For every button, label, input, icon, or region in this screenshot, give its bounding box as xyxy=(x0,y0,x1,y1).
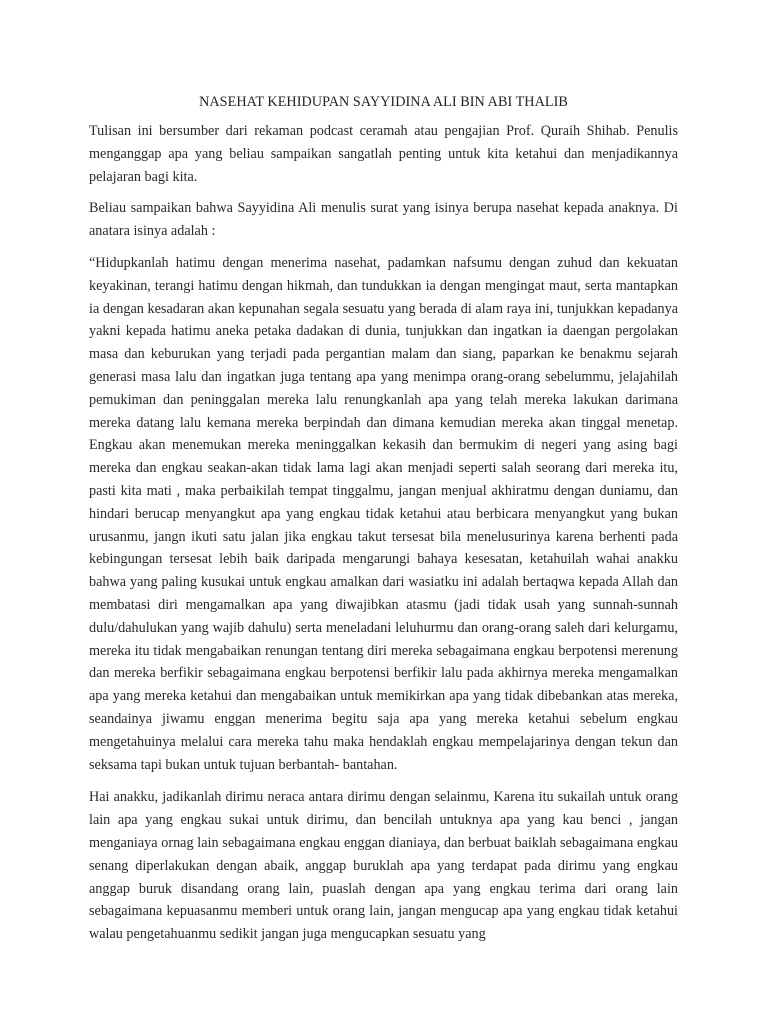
paragraph-intro: Tulisan ini bersumber dari rekaman podcast ceramah atau pengajian Prof. Quraih Shihab. Penulis menganggap apa yang beliau sampaikan sangatlah penting untuk kita ketahui dan menjadikannya pelajaran bagi kita. xyxy=(89,123,678,185)
paragraph-advice: Hai anakku, jadikanlah dirimu neraca antara dirimu dengan selainmu, Karena itu sukailah untuk orang lain apa yang engkau sukai untuk dirimu, dan bencilah untuknya apa yang kau benci , jangan menganiaya ornag lain sebagaimana engkau enggan dianiaya, dan berbuat baiklah sebagaimana engkau senang diperlakukan dengan abaik, anggap buruklah apa yang terdapat pada dirimu yang engkau anggap buruk disandang orang lain, puaslah dengan apa yang engkau terima dari orang lain sebagaimana kepuasanmu memberi untuk orang lain, jangan mengucap apa yang engkau tidak ketahui walau pengetahuanmu sedikit jangan juga mengucapkan sesuatu yang xyxy=(89,789,678,943)
paragraph-letter-quote: “Hidupkanlah hatimu dengan menerima nasehat, padamkan nafsumu dengan zuhud dan kekuatan keyakinan, terangi hatimu dengan hikmah, dan tundukkan ia dengan mengingat maut, serta mantapkan ia dengan kesadaran akan kepunahan segala sesuatu yang berada di alam raya ini, tunjukkan kepadanya yakni kepada hatimu aneka petaka dadakan di dunia, tunjukkan dan ingatkan ia daengan pergolakan masa dan keburukan yang terjadi pada pergantian malam dan siang, paparkan ke benakmu sejarah generasi masa lalu dan ingatkan juga tentang apa yang menimpa orang-orang sebelummu, jelajahilah pemukiman dan peninggalan mereka lalu renungkanlah apa yang telah mereka lakukan darimana mereka datang lalu kemana mereka berpindah dan dimana kemudian mereka akan tinggal menetap. Engkau akan menemukan mereka meninggalkan kekasih dan bermukim di negeri yang asing bagi mereka dan engkau seakan-akan tidak lama lagi akan menjadi seperti salah seorang dari mereka itu, pasti kita mati , maka perbaikilah tempat tinggalmu, jangan menjual akhiratmu dengan duniamu, dan hindari berucap menyangkut apa yang engkau tidak ketahui atau berbicara menyangkut yang bukan urusanmu, jangn ikuti satu jalan jika engkau takut tersesat bila menelusurinya karena berhenti pada kebingungan tersesat lebih baik daripada mengarungi bahaya kesesatan, ketahuilah wahai anakku bahwa yang paling kusukai untuk engkau amalkan dari wasiatku ini adalah bertaqwa kepada Allah dan membatasi diri mengamalkan apa yang diwajibkan atasmu (jadi tidak usah yang sunnah-sunnah dulu/dahulukan yang wajib dahulu) serta meneladani leluhurmu dan orang-orang saleh dari kelurgamu, mereka itu tidak mengabaikan renungan tentang diri mereka sebagaimana engkau berpotensi merenung dan mereka berfikir sebagaimana engkau berpotensi berfikir lalu pada akhirnya mereka mengamalkan apa yang mereka ketahui dan mengabaikan untuk memikirkan apa yang tidak dibebankan atas mereka, seandainya jiwamu enggan menerima begitu saja apa yang mereka ketahui sebelum engkau mengetahuinya melalui cara mereka tahu maka hendaklah engkau mempelajarinya dengan tekun dan seksama tapi bukan untuk tujuan berbantah- bantahan. xyxy=(89,254,678,773)
document-title: NASEHAT KEHIDUPAN SAYYIDINA ALI BIN ABI THALIB xyxy=(199,94,568,110)
document-page xyxy=(89,91,678,955)
paragraph-context: Beliau sampaikan bahwa Sayyidina Ali menulis surat yang isinya berupa nasehat kepada anaknya. Di anatara isinya adalah : xyxy=(89,200,678,240)
